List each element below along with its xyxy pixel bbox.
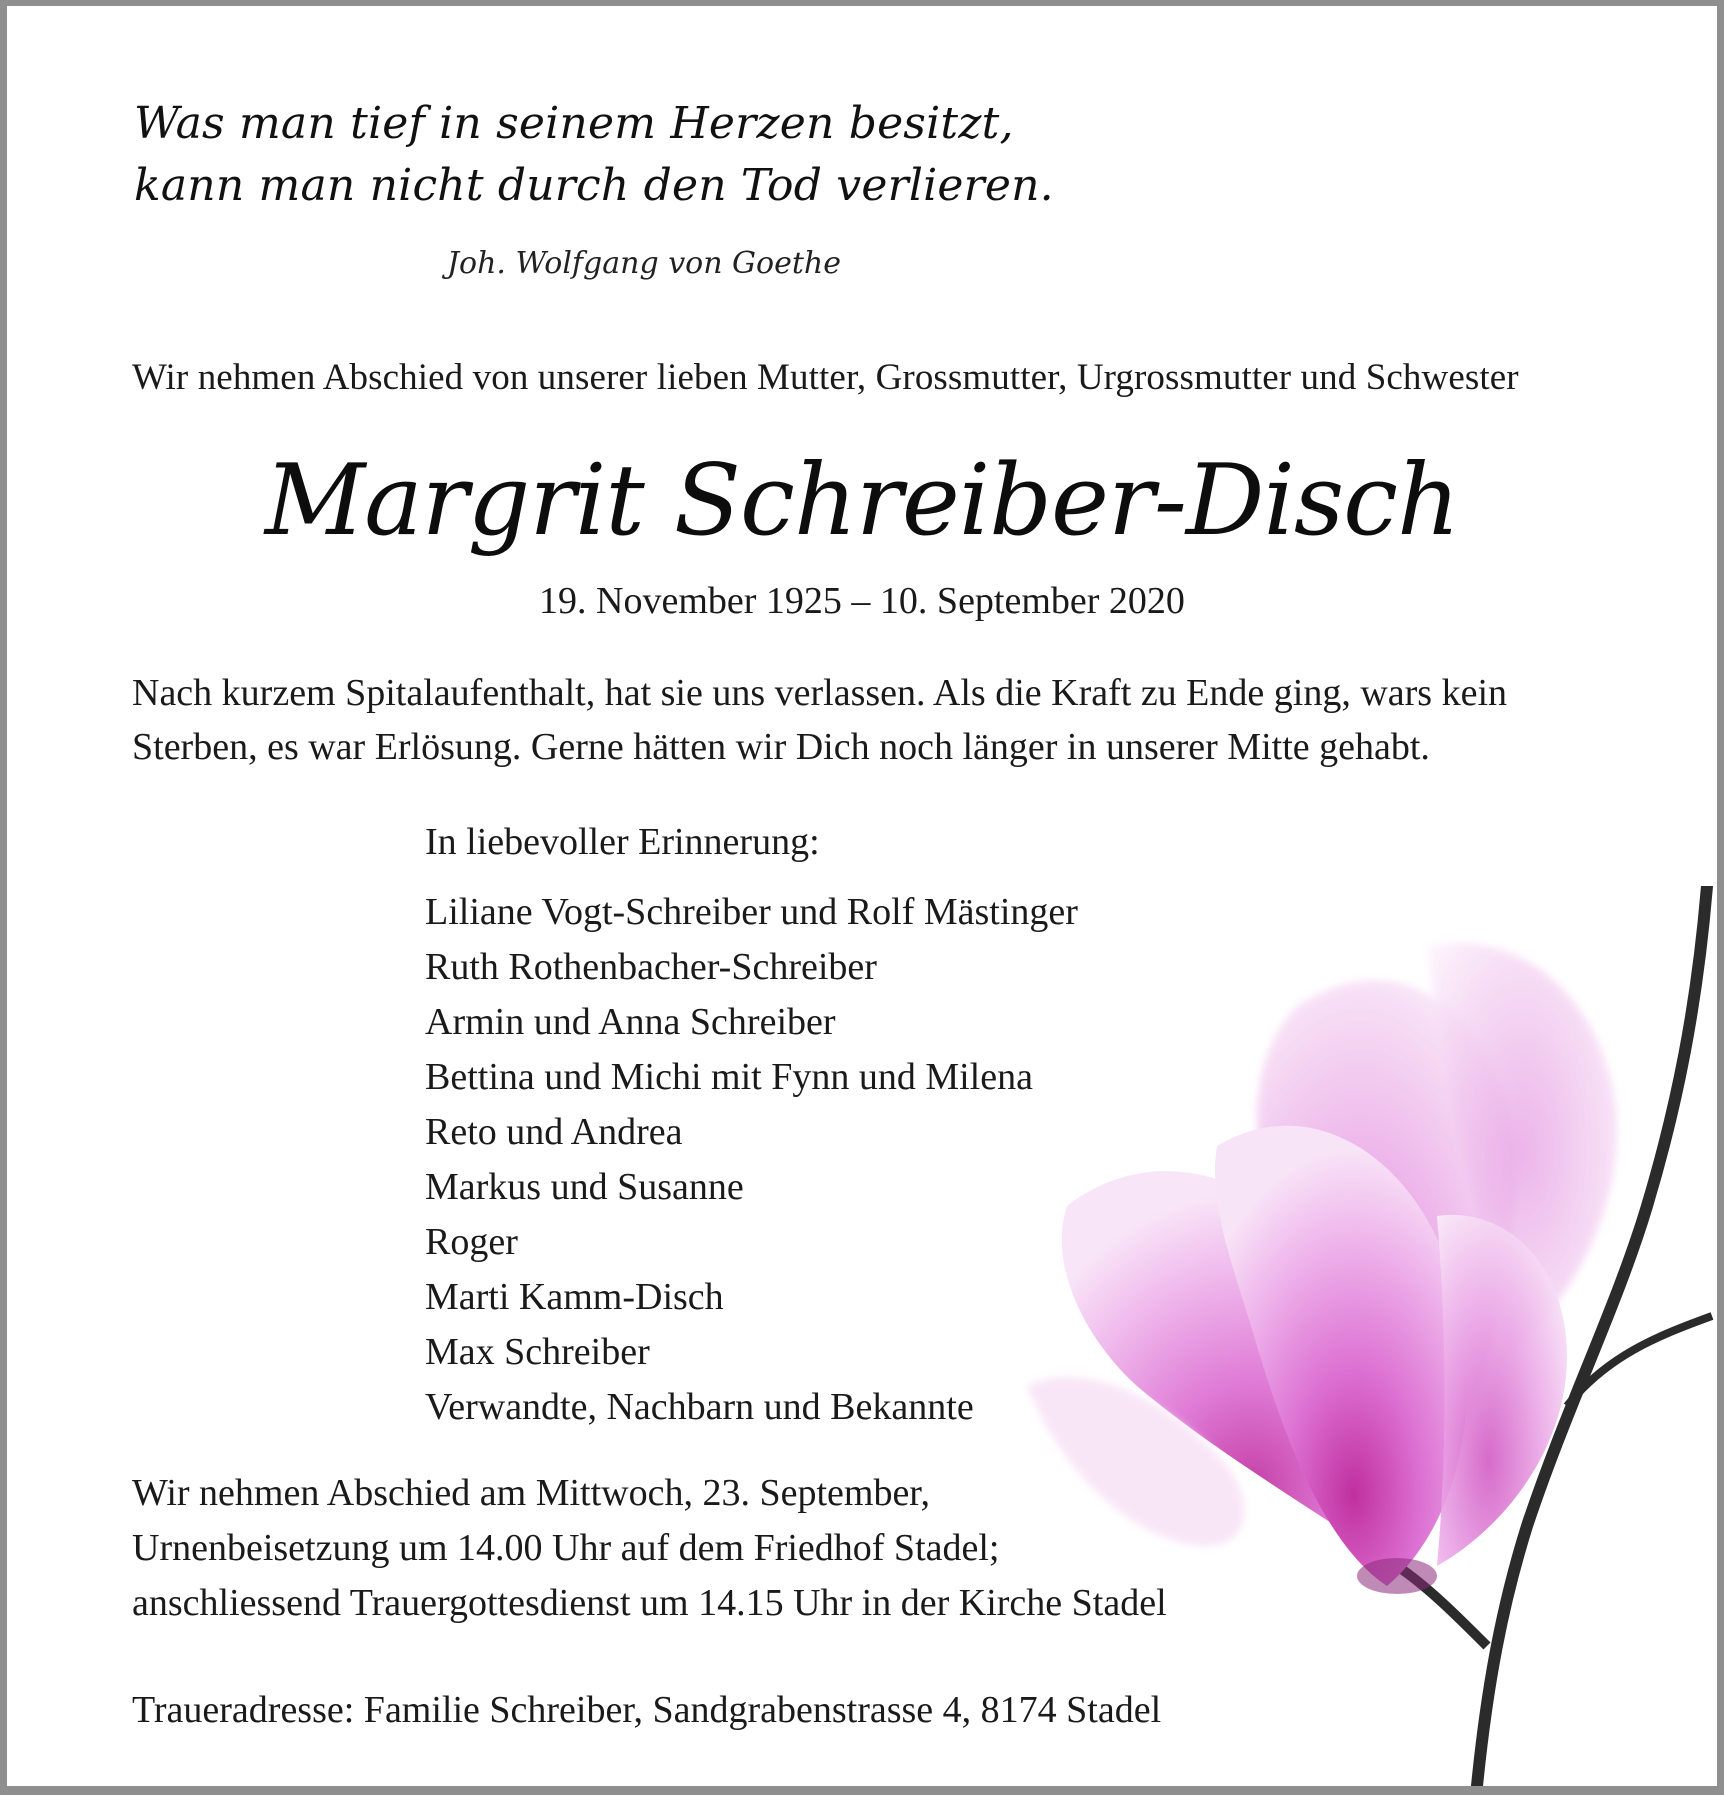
intro-text: Wir nehmen Abschied von unserer lieben Mutter, Grossmutter, Urgrossmutter und Schwester	[132, 357, 1519, 398]
mourning-address: Traueradresse: Familie Schreiber, Sandgrabenstrasse 4, 8174 Stadel	[132, 1689, 1162, 1731]
message-line-1: Nach kurzem Spitalaufenthalt, hat sie uns verlassen. Als die Kraft zu Ende ging, wars kein	[132, 672, 1507, 714]
deceased-name: Margrit Schreiber-Disch	[264, 444, 1460, 558]
list-item: Markus und Susanne	[425, 1166, 744, 1208]
service-line-1: Wir nehmen Abschied am Mittwoch, 23. September,	[132, 1472, 930, 1514]
list-item: Liliane Vogt-Schreiber und Rolf Mästinger	[425, 891, 1078, 933]
family-list	[425, 885, 1078, 1435]
list-item: Armin und Anna Schreiber	[425, 1001, 836, 1043]
list-item: Verwandte, Nachbarn und Bekannte	[425, 1386, 974, 1428]
life-dates: 19. November 1925 – 10. September 2020	[539, 580, 1185, 622]
obituary-card	[7, 6, 1717, 1786]
service-line-2: Urnenbeisetzung um 14.00 Uhr auf dem Friedhof Stadel;	[132, 1527, 1000, 1569]
quote-line-2: kann man nicht durch den Tod verlieren.	[134, 160, 1054, 211]
quote-line-1: Was man tief in seinem Herzen besitzt,	[134, 98, 1014, 149]
memory-label: In liebevoller Erinnerung:	[425, 821, 820, 863]
list-item: Bettina und Michi mit Fynn und Milena	[425, 1056, 1033, 1098]
list-item: Ruth Rothenbacher-Schreiber	[425, 946, 877, 988]
message-line-2: Sterben, es war Erlösung. Gerne hätten wir Dich noch länger in unserer Mitte gehabt.	[132, 726, 1430, 768]
list-item: Roger	[425, 1221, 518, 1263]
magnolia-flower-icon	[1007, 886, 1717, 1786]
quote-author: Joh. Wolfgang von Goethe	[447, 246, 841, 281]
list-item: Max Schreiber	[425, 1331, 650, 1373]
list-item: Marti Kamm-Disch	[425, 1276, 724, 1318]
service-line-3: anschliessend Trauergottesdienst um 14.15 Uhr in der Kirche Stadel	[132, 1582, 1167, 1624]
list-item: Reto und Andrea	[425, 1111, 683, 1153]
